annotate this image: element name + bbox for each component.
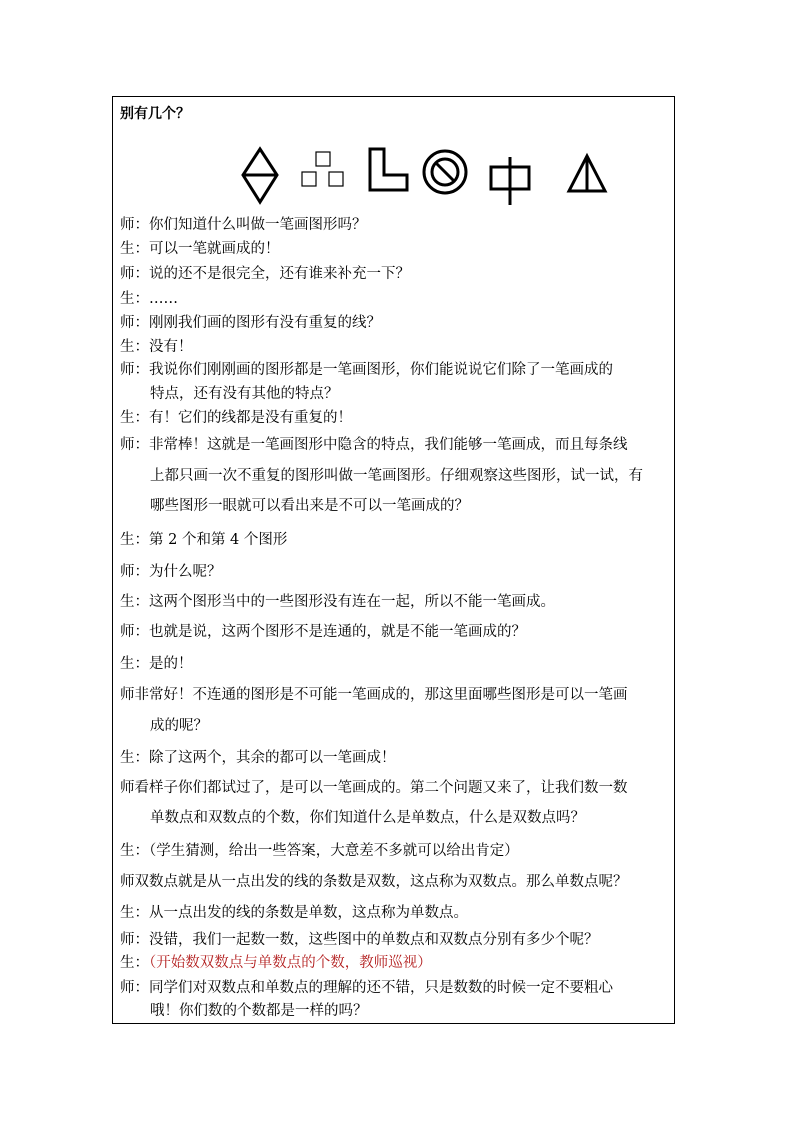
dialogue-line: 生：可以一笔就画成的！: [120, 241, 280, 257]
three-squares-figure-icon: [302, 152, 343, 186]
triangle-figure-icon: [569, 156, 605, 191]
dialogue-line: 师：你们知道什么叫做一笔画图形吗？: [120, 217, 367, 233]
highlighted-text: （开始数双数点与单数点的个数，教师巡视）: [149, 955, 432, 971]
section-heading: 别有几个？: [120, 106, 190, 122]
dialogue-line: 师双数点就是从一点出发的线的条数是双数，这点称为双数点。那么单数点呢？: [120, 874, 628, 890]
dialogue-line: 师：也就是说，这两个图形不是连通的，就是不能一笔画成的？: [120, 624, 526, 640]
dialogue-line-continued: 上都只画一次不重复的图形叫做一笔画图形。仔细观察这些图形，试一试，有: [150, 468, 643, 484]
dialogue-line: 生：（学生猜测，给出一些答案，大意差不多就可以给出肯定）: [120, 843, 519, 859]
dialogue-line: 师：说的还不是很完全，还有谁来补充一下？: [120, 266, 410, 282]
dialogue-line: 生：除了这两个，其余的都可以一笔画成！: [120, 750, 396, 766]
dialogue-line: 师：没错，我们一起数一数，这些图中的单数点和双数点分别有多少个呢？: [120, 932, 599, 948]
dialogue-line: 生：（开始数双数点与单数点的个数，教师巡视）: [120, 955, 432, 971]
dialogue-line: 师非常好！不连通的图形是不可能一笔画成的，那这里面哪些图形是可以一笔画: [120, 687, 628, 703]
dialogue-line: 师看样子你们都试过了，是可以一笔画成的。第二个问题又来了，让我们数一数: [120, 780, 628, 796]
dialogue-line-continued: 特点，还有没有其他的特点？: [150, 386, 339, 402]
dialogue-line: 生：这两个图形当中的一些图形没有连在一起，所以不能一笔画成。: [120, 594, 555, 610]
dialogue-line: 生：……: [120, 291, 178, 307]
dialogue-line: 师：我说你们刚刚画的图形都是一笔画图形，你们能说说它们除了一笔画成的: [120, 362, 613, 378]
dialogue-line-continued: 单数点和双数点的个数，你们知道什么是单数点，什么是双数点吗？: [150, 810, 585, 826]
dialogue-line-continued: 哦！你们数的个数都是一样的吗？: [150, 1003, 368, 1019]
dialogue-line-continued: 哪些图形一眼就可以看出来是不可以一笔画成的？: [150, 498, 469, 514]
dialogue-line: 生：是的！: [120, 656, 193, 672]
dialogue-line: 师：为什么呢？: [120, 564, 222, 580]
dialogue-line: 生：没有！: [120, 339, 193, 355]
dialogue-line: 生：从一点出发的线的条数是单数，这点称为单数点。: [120, 905, 468, 921]
dialogue-line: 师：非常棒！这就是一笔画图形中隐含的特点，我们能够一笔画成，而且每条线: [120, 437, 628, 453]
one-stroke-figures: [230, 142, 620, 212]
dialogue-line: 生：第 2 个和第 4 个图形: [120, 532, 288, 548]
l-shape-figure-icon: [370, 149, 407, 190]
dialogue-line: 师：刚刚我们画的图形有没有重复的线？: [120, 315, 381, 331]
zhong-figure-icon: [491, 157, 529, 205]
dialogue-line: 生：有！它们的线都是没有重复的！: [120, 410, 352, 426]
dialogue-line: 师：同学们对双数点和单数点的理解的还不错，只是数数的时候一定不要粗心: [120, 980, 613, 996]
no-sign-figure-icon: [424, 151, 466, 193]
dialogue-line-continued: 成的呢？: [150, 718, 208, 734]
diamond-figure-icon: [243, 149, 277, 202]
